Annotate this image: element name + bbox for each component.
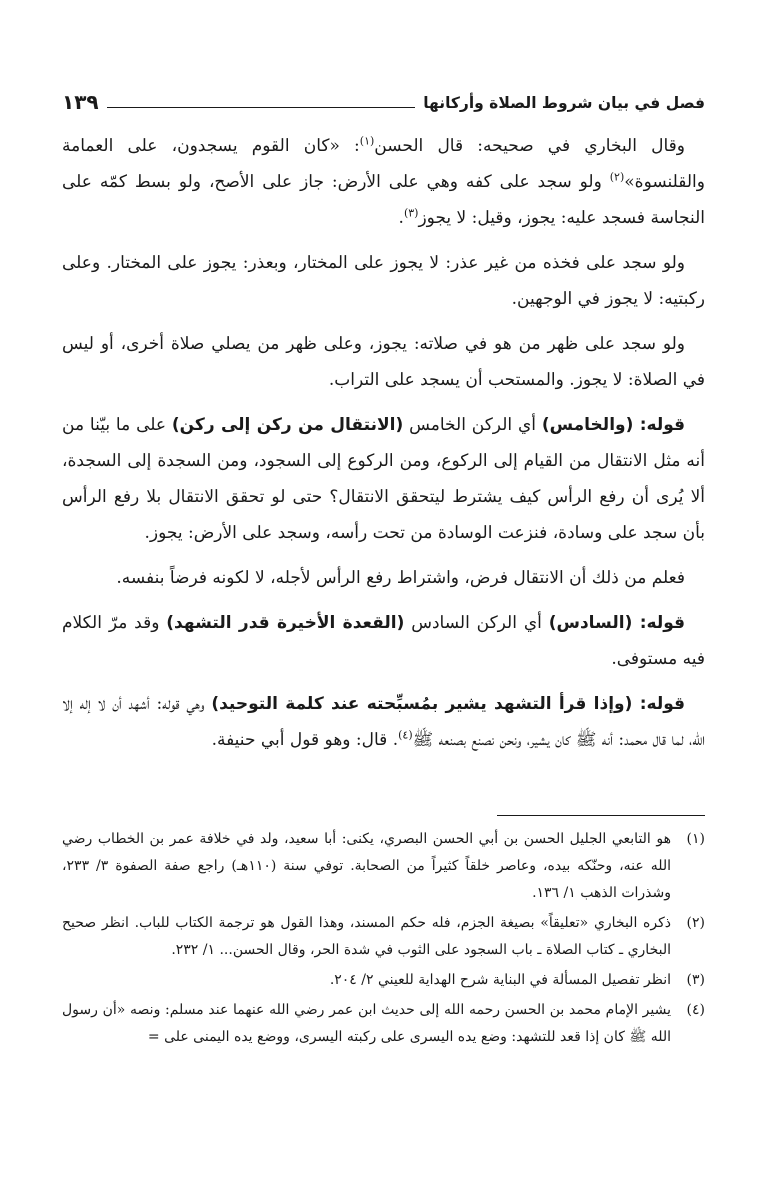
footnote-2 xyxy=(62,910,705,964)
footnote-text: يشير الإمام محمد بن الحسن رحمه الله إلى حديث ابن عمر رضي الله عنهما عند مسلم: ونصه «أن رسول الله ﷺ كان إذا قعد للتشهد: وضع يده اليسرى على ركبته اليسرى، ووضع يده اليمنى على = xyxy=(62,1002,671,1045)
p4-text-b: على ما بيّنا من أنه مثل الانتقال من القيام إلى الركوع، ومن الركوع إلى السجود، ومن السجدة إلى السجدة، ألا يُرى أن رفع الرأس كيف يشترط ليتحقق الانتقال؟ حتى لو تحقق الانتقال بلا رفع الرأس بأن سجد على وسادة، فنزعت الوسادة من تحت رأسه، وسجد على الأرض: يجوز. xyxy=(62,415,705,543)
p6-quote-1: (السادس) xyxy=(548,613,633,633)
p4-lead: قوله: xyxy=(633,415,686,435)
footnote-number: (٤) xyxy=(686,1002,705,1018)
footnote-text: ذكره البخاري «تعليقاً» بصيغة الجزم، فله حكم المسند، وهذا القول هو ترجمة الكتاب للباب. انظر صحيح البخاري ـ كتاب الصلاة ـ باب السجود على الثوب في شدة الحر، وقال الحسن... ١/ ٢٣٢. xyxy=(62,915,671,958)
footnote-text: انظر تفصيل المسألة في البناية شرح الهداية للعيني ٢/ ٢٠٤. xyxy=(329,972,671,988)
footnote-number: (١) xyxy=(686,831,705,847)
paragraph-4 xyxy=(62,407,705,551)
footnote-number: (٣) xyxy=(686,972,705,988)
main-text xyxy=(62,128,705,767)
paragraph-5: فعلم من ذلك أن الانتقال فرض، واشتراط رفع الرأس لأجله، لا لكونه فرضاً بنفسه. xyxy=(116,568,685,588)
p7-lead: قوله: xyxy=(632,694,685,714)
footnote-ref-2[interactable]: (٢) xyxy=(609,170,625,184)
footnote-text: هو التابعي الجليل الحسن بن أبي الحسن البصري، يكنى: أبا سعيد، ولد في خلافة عمر بن الخطاب رضي الله عنه، وحنّكه بيده، وعاصر خلقاً كثيراً من الصحابة. توفي سنة (١١٠هـ) راجع صفة الصفوة ٣/ ٢٣٣، وشذرات الذهب ١/ ١٣٦. xyxy=(62,831,671,901)
footnotes xyxy=(62,826,705,1054)
chapter-title: فصل في بيان شروط الصلاة وأركانها xyxy=(423,94,705,112)
p6-text-a: أي الركن السادس xyxy=(404,613,549,633)
paragraph-2: ولو سجد على فخذه من غير عذر: لا يجوز على المختار، وبعذر: يجوز على المختار. وعلى ركبتيه: لا يجوز في الوجهين. xyxy=(62,253,705,309)
p6-text-b: وقد مرّ الكلام فيه مستوفى. xyxy=(62,613,705,669)
footnote-3 xyxy=(62,967,705,994)
header-rule xyxy=(107,107,416,108)
p7-quote-1: (وإذا قرأ التشهد يشير بمُسبِّحته عند كلمة التوحيد) xyxy=(211,694,633,714)
paragraph-1 xyxy=(62,128,705,236)
p1-text-a: وقال البخاري في صحيحه: قال الحسن xyxy=(374,136,685,156)
page-number: ١٣٩ xyxy=(62,90,99,114)
footnote-1 xyxy=(62,826,705,907)
p1-text-b: : «كان القوم يسجدون، على العمامة والقلنسوة» xyxy=(62,136,705,192)
footnote-number: (٢) xyxy=(686,915,705,931)
paragraph-7 xyxy=(62,686,705,758)
p1-text-c: ولو سجد على كفه وهي على الأرض: جاز على الأصح، ولو بسط كمّه على النجاسة فسجد عليه: يجوز، وقيل: لا يجوز xyxy=(62,172,705,228)
p6-lead: قوله: xyxy=(632,613,685,633)
footnote-ref-3[interactable]: (٣) xyxy=(403,206,419,220)
footnote-separator xyxy=(497,815,705,816)
paragraph-6 xyxy=(62,605,705,677)
footnote-ref-4[interactable]: (٤) xyxy=(398,728,413,742)
p7-text-a: وهي قوله: أشهد أن لا إله إلا الله، لما قال محمد: أنه ﷺ كان يشير، ونحن نصنع بصنعه ﷺ xyxy=(62,694,705,750)
running-header xyxy=(62,86,705,116)
p7-text-b: . قال: وهو قول أبي حنيفة. xyxy=(211,730,399,750)
footnote-ref-1[interactable]: (١) xyxy=(359,134,375,148)
footnote-4 xyxy=(62,997,705,1051)
p6-quote-2: (القعدة الأخيرة قدر التشهد) xyxy=(166,613,405,633)
p1-text-d: . xyxy=(398,208,404,228)
p4-quote-1: (والخامس) xyxy=(541,415,634,435)
paragraph-3: ولو سجد على ظهر من هو في صلاته: يجوز، وعلى ظهر من يصلي صلاة أخرى، أو ليس في الصلاة: لا يجوز. والمستحب أن يسجد على التراب. xyxy=(62,334,705,390)
p4-quote-2: (الانتقال من ركن إلى ركن) xyxy=(171,415,404,435)
p4-text-a: أي الركن الخامس xyxy=(403,415,542,435)
